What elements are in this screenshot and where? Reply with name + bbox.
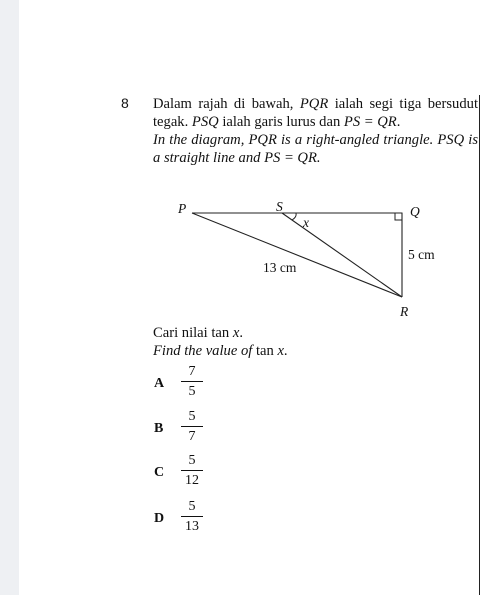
option-d-letter[interactable]: D xyxy=(154,511,165,526)
prompt-malay-var: x xyxy=(232,325,240,341)
option-c-letter[interactable]: C xyxy=(154,465,165,480)
line-sr xyxy=(282,213,402,297)
option-a-fraction-bar xyxy=(181,381,203,382)
angle-x-arc xyxy=(292,213,296,220)
length-qr-label: 5 cm xyxy=(408,247,435,262)
prompt-malay xyxy=(153,324,478,342)
question-number: 8 xyxy=(121,95,129,111)
prompt-english-tan: tan xyxy=(255,343,278,359)
question-prompt xyxy=(153,324,478,360)
prompt-malay-text: Cari nilai tan xyxy=(153,325,233,341)
question-stem xyxy=(153,95,478,167)
label-q: Q xyxy=(410,204,420,219)
triangle-diagram xyxy=(170,196,450,320)
stem-malay-text-1: Dalam rajah di bawah, xyxy=(153,96,300,112)
right-border-line xyxy=(479,95,480,595)
stem-english: In the diagram, PQR is a right-angled triangle. PSQ is a straight line and PS = QR. xyxy=(153,132,478,166)
label-x: x xyxy=(303,215,309,230)
option-a-denominator: 5 xyxy=(188,384,196,399)
stem-malay-text-3: ialah garis lurus dan xyxy=(218,114,344,130)
label-s: S xyxy=(276,199,283,214)
label-p: P xyxy=(178,201,187,216)
line-pr xyxy=(192,213,402,297)
option-d-denominator: 13 xyxy=(185,519,199,534)
prompt-english xyxy=(153,342,478,360)
stem-malay-period: . xyxy=(396,114,401,130)
option-d-fraction-bar xyxy=(181,516,203,517)
option-d-fraction[interactable] xyxy=(181,498,203,535)
prompt-english-var: x xyxy=(277,343,284,359)
stem-malay xyxy=(153,95,478,131)
option-c-denominator: 12 xyxy=(185,473,199,488)
option-c-fraction[interactable] xyxy=(181,452,203,489)
length-pr-label: 13 cm xyxy=(263,260,297,275)
option-b-denominator: 7 xyxy=(188,429,196,444)
left-margin-strip xyxy=(0,0,19,595)
option-c-numerator: 5 xyxy=(188,453,196,468)
option-b-numerator: 5 xyxy=(188,409,196,424)
prompt-malay-period: . xyxy=(239,325,243,341)
stem-malay-equation: PS = QR xyxy=(343,114,397,130)
option-a-numerator: 7 xyxy=(188,364,196,379)
stem-malay-text-2: ialah segi tiga bersudut tegak. xyxy=(153,96,479,130)
prompt-english-text: Find the value of xyxy=(153,343,256,359)
right-angle-marker xyxy=(395,213,402,220)
option-b-letter[interactable]: B xyxy=(154,421,164,436)
option-a-letter[interactable]: A xyxy=(154,376,165,391)
stem-malay-pqr: PQR xyxy=(299,96,329,112)
label-r: R xyxy=(400,304,409,319)
prompt-english-period: . xyxy=(283,343,288,359)
option-c-fraction-bar xyxy=(181,470,203,471)
option-a-fraction[interactable] xyxy=(181,363,203,400)
option-b-fraction-bar xyxy=(181,426,203,427)
option-b-fraction[interactable] xyxy=(181,408,203,445)
stem-malay-psq: PSQ xyxy=(191,114,219,130)
option-d-numerator: 5 xyxy=(188,499,196,514)
